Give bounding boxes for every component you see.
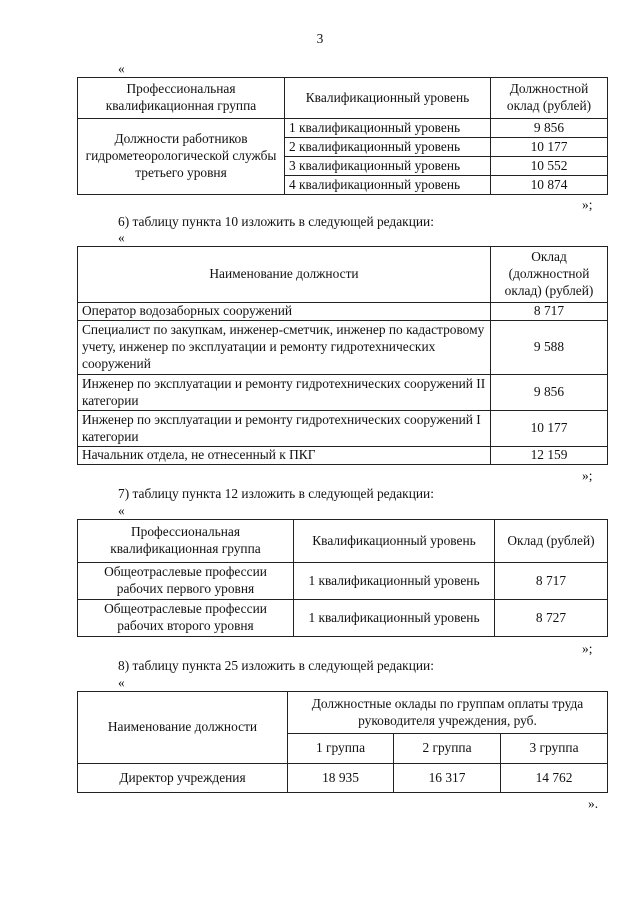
- table-positions: [77, 246, 608, 465]
- closing-quote: »;: [582, 641, 593, 656]
- closing-quote: »;: [582, 468, 593, 483]
- table-cell-salaries: [491, 119, 608, 195]
- table-cell: Общеотраслевые профессии рабочих первого уровня: [78, 563, 294, 600]
- table-header: Профессиональная квалификационная группа: [78, 520, 294, 563]
- table-cell: Директор учреждения: [78, 764, 288, 793]
- table-cell: 2 квалификационный уровень: [285, 138, 490, 157]
- table-header: 3 группа: [501, 734, 608, 764]
- table-cell-levels: [285, 119, 491, 195]
- table-cell: Инженер по эксплуатации и ремонту гидротехнических сооружений I категории: [78, 411, 491, 447]
- paragraph-8: 8) таблицу пункта 25 изложить в следующей редакции:: [118, 658, 434, 673]
- table-qualification-groups: [77, 77, 608, 195]
- paragraph-7: 7) таблицу пункта 12 изложить в следующей редакции:: [118, 486, 434, 501]
- table-cell: Оператор водозаборных сооружений: [78, 303, 491, 321]
- table-header: Квалификационный уровень: [294, 520, 495, 563]
- table-header: Должностные оклады по группам оплаты труда руководителя учреждения, руб.: [288, 692, 608, 734]
- opening-quote: «: [118, 61, 125, 76]
- table-cell: 9 856: [491, 119, 607, 138]
- opening-quote: «: [118, 503, 125, 518]
- table-cell: 1 квалификационный уровень: [294, 600, 495, 637]
- opening-quote: «: [118, 230, 125, 245]
- table-cell: 10 177: [491, 138, 607, 157]
- table-director-salaries: [77, 691, 608, 793]
- table-cell: 10 874: [530, 177, 568, 192]
- table-cell-group: Должности работников гидрометеорологической службы третьего уровня: [78, 119, 285, 195]
- table-cell: 1 квалификационный уровень: [285, 119, 490, 138]
- table-header: Должностной оклад (рублей): [491, 78, 608, 119]
- table-cell: 10 177: [491, 411, 608, 447]
- table-header: Оклад (должностной оклад) (рублей): [491, 247, 608, 303]
- table-cell: 18 935: [288, 764, 394, 793]
- table-cell: 10 552: [491, 157, 607, 176]
- table-header: Профессиональная квалификационная группа: [78, 78, 285, 119]
- table-worker-professions: [77, 519, 608, 637]
- opening-quote: «: [118, 675, 125, 690]
- closing-quote: ».: [588, 796, 599, 811]
- table-cell: Инженер по эксплуатации и ремонту гидротехнических сооружений II категории: [78, 375, 491, 411]
- table-cell: 9 588: [491, 321, 608, 375]
- table-cell: 8 717: [495, 563, 608, 600]
- table-cell: 8 727: [495, 600, 608, 637]
- table-cell: Общеотраслевые профессии рабочих второго уровня: [78, 600, 294, 637]
- table-cell: 1 квалификационный уровень: [294, 563, 495, 600]
- table-cell: 3 квалификационный уровень: [285, 157, 490, 176]
- table-cell: 9 856: [491, 375, 608, 411]
- table-header: Наименование должности: [78, 692, 288, 764]
- table-header: Квалификационный уровень: [285, 78, 491, 119]
- page-number: 3: [316, 31, 324, 46]
- paragraph-6: 6) таблицу пункта 10 изложить в следующей редакции:: [118, 214, 434, 229]
- table-cell: 14 762: [501, 764, 608, 793]
- table-header: Наименование должности: [78, 247, 491, 303]
- table-cell: 4 квалификационный уровень: [289, 177, 461, 192]
- table-cell: 8 717: [491, 303, 608, 321]
- closing-quote: »;: [582, 197, 593, 212]
- table-header: Оклад (рублей): [495, 520, 608, 563]
- table-cell: 12 159: [491, 447, 608, 465]
- table-cell: 16 317: [394, 764, 501, 793]
- table-header: 1 группа: [288, 734, 394, 764]
- table-cell: Специалист по закупкам, инженер-сметчик, инженер по кадастровому учету, инженер по эксплуатации и ремонту гидротехнических сооружений: [78, 321, 491, 375]
- table-cell: Начальник отдела, не отнесенный к ПКГ: [78, 447, 491, 465]
- table-header: 2 группа: [394, 734, 501, 764]
